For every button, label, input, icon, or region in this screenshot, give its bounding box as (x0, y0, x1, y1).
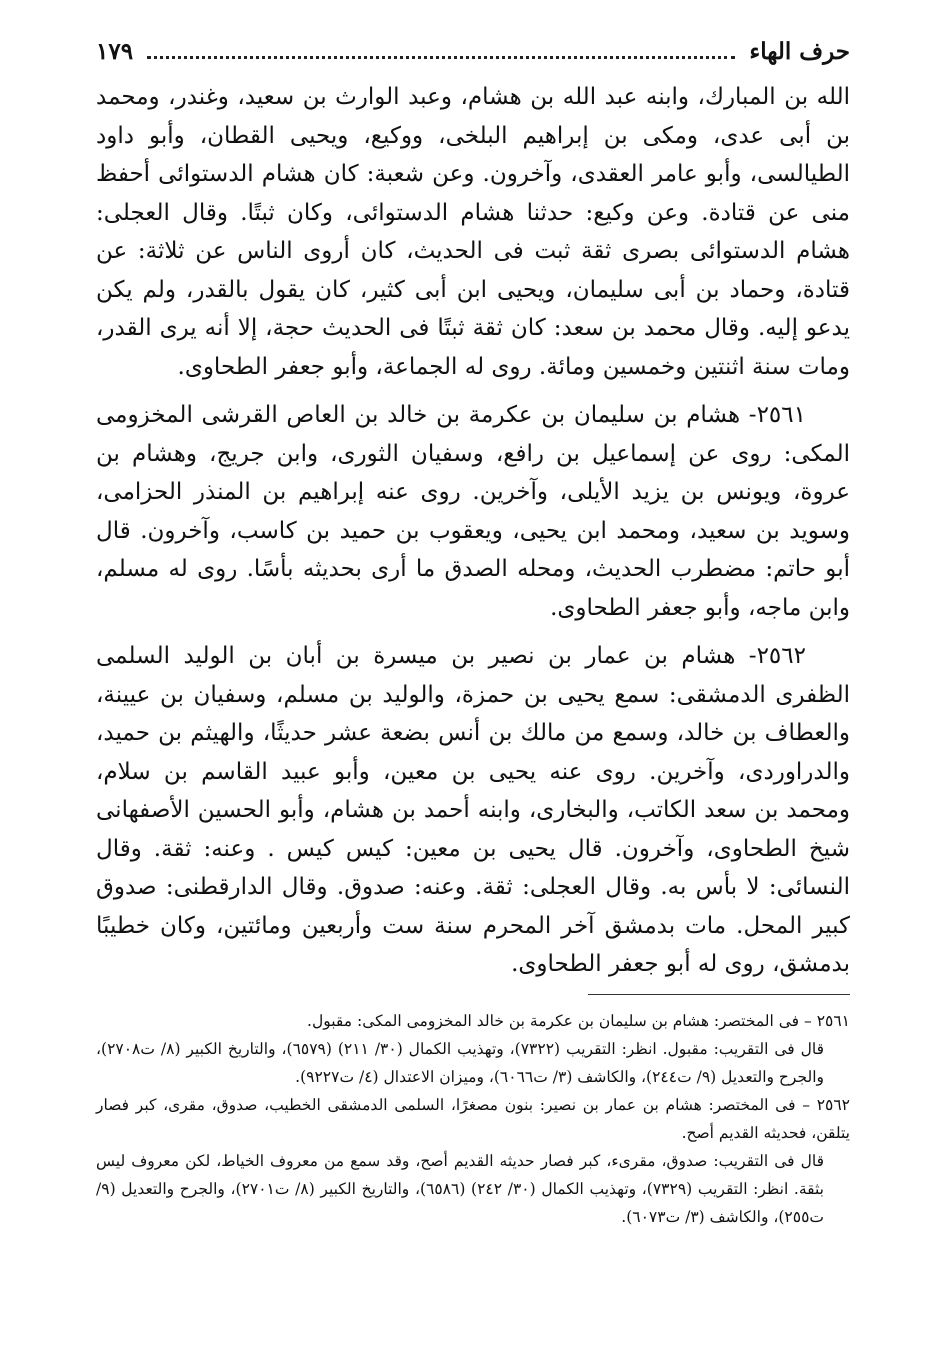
running-header (96, 38, 850, 78)
header-dotted-leader (147, 42, 735, 59)
page-number: ١٧٩ (96, 38, 134, 65)
footnote-separator (588, 994, 850, 995)
footnote-2561-references: قال فى التقريب: مقبول. انظر: التقريب (٧٣٢٢)، وتهذيب الكمال (٣٠/ ٢١١) (٦٥٧٩)، والتاريخ الكبير (٨/ ت٢٧٠٨)، والجرح والتعديل (٩/ ت٢٤٤)، والكاشف (٣/ ت٦٠٦٦)، وميزان الاعتدال (٤/ ت٩٢٢٧). (96, 1039, 824, 1086)
entry-2561: ٢٥٦١- هشام بن سليمان بن عكرمة بن خالد بن العاص القرشى المخزومى المكى: روى عن إسماعيل بن رافع، وسفيان الثورى، وابن جريج، وهشام بن عروة، ويونس بن يزيد الأيلى، وآخرين. روى عنه إبراهيم بن المنذر الحزامى، وسويد بن سعيد، ومحمد ابن يحيى، ويعقوب بن حميد بن كاسب، وآخرون. قال أبو حاتم: مضطرب الحديث، ومحله الصدق ما أرى بحديثه بأسًا. روى له مسلم، وابن ماجه، وأبو جعفر الطحاوى. (96, 402, 851, 621)
footnote-2561-summary: ٢٥٦١ – فى المختصر: هشام بن سليمان بن عكرمة بن خالد المخزومى المكى: مقبول. (307, 1011, 850, 1030)
footnote-2562-references: قال فى التقريب: صدوق، مقرىء، كبر فصار حديثه القديم أصح، وقد سمع من معروف الخياط، لكن معروف ليس بثقة. انظر: التقريب (٧٣٢٩)، وتهذيب الكمال (٣٠/ ٢٤٢) (٦٥٨٦)، والتاريخ الكبير (٨/ ت٢٧٠١)، والجرح والتعديل (٩/ ت٢٥٥)، والكاشف (٣/ ت٦٠٧٣). (96, 1151, 824, 1226)
section-title: حرف الهاء (749, 38, 850, 65)
main-text (96, 78, 850, 984)
footnotes (96, 1007, 850, 1231)
footnote-2562-summary: ٢٥٦٢ – فى المختصر: هشام بن عمار بن نصير: بنون مصغرًا، السلمى الدمشقى الخطيب، صدوق، مقرى، كبر فصار يتلقن، فحديثه القديم أصح. (96, 1095, 850, 1142)
entry-2562: ٢٥٦٢- هشام بن عمار بن نصير بن ميسرة بن أبان بن الوليد السلمى الظفرى الدمشقى: سمع يحيى بن حمزة، والوليد بن مسلم، وسفيان بن عيينة، والعطاف بن خالد، وسمع من مالك بن أنس بضعة عشر حديثًا، والهيثم بن حميد، والدراوردى، وآخرين. روى عنه يحيى بن معين، وأبو عبيد القاسم بن سلام، ومحمد بن سعد الكاتب، والبخارى، وابنه أحمد بن هشام، وأبو الحسين الأصفهانى شيخ الطحاوى، وآخرون. قال يحيى بن معين: كيس كيس . وعنه: ثقة. وقال النسائى: لا بأس به. وقال العجلى: ثقة. وعنه: صدوق. وقال الدارقطنى: صدوق كبير المحل. مات بدمشق آخر المحرم سنة ست وأربعين ومائتين، وكان خطيبًا بدمشق، روى له أبو جعفر الطحاوى. (96, 643, 851, 977)
continuation-paragraph: الله بن المبارك، وابنه عبد الله بن هشام، وعبد الوارث بن سعيد، وغندر، ومحمد بن أبى عدى، ومكى بن إبراهيم البلخى، ووكيع، ويحيى القطان، وأبو داود الطيالسى، وأبو عامر العقدى، وآخرون. وعن شعبة: كان هشام الدستوائى أحفظ منى عن قتادة. وعن وكيع: حدثنا هشام الدستوائى، وكان ثبتًا. وقال العجلى: هشام الدستوائى بصرى ثقة ثبت فى الحديث، كان أروى الناس عن ثلاثة: عن قتادة، وحماد بن أبى سليمان، ويحيى ابن أبى كثير، كان يقول بالقدر، ولم يكن يدعو إليه. وقال محمد بن سعد: كان ثقة ثبتًا فى الحديث حجة، إلا أنه يرى القدر، ومات سنة اثنتين وخمسين ومائة. روى له الجماعة، وأبو جعفر الطحاوى. (96, 84, 850, 380)
